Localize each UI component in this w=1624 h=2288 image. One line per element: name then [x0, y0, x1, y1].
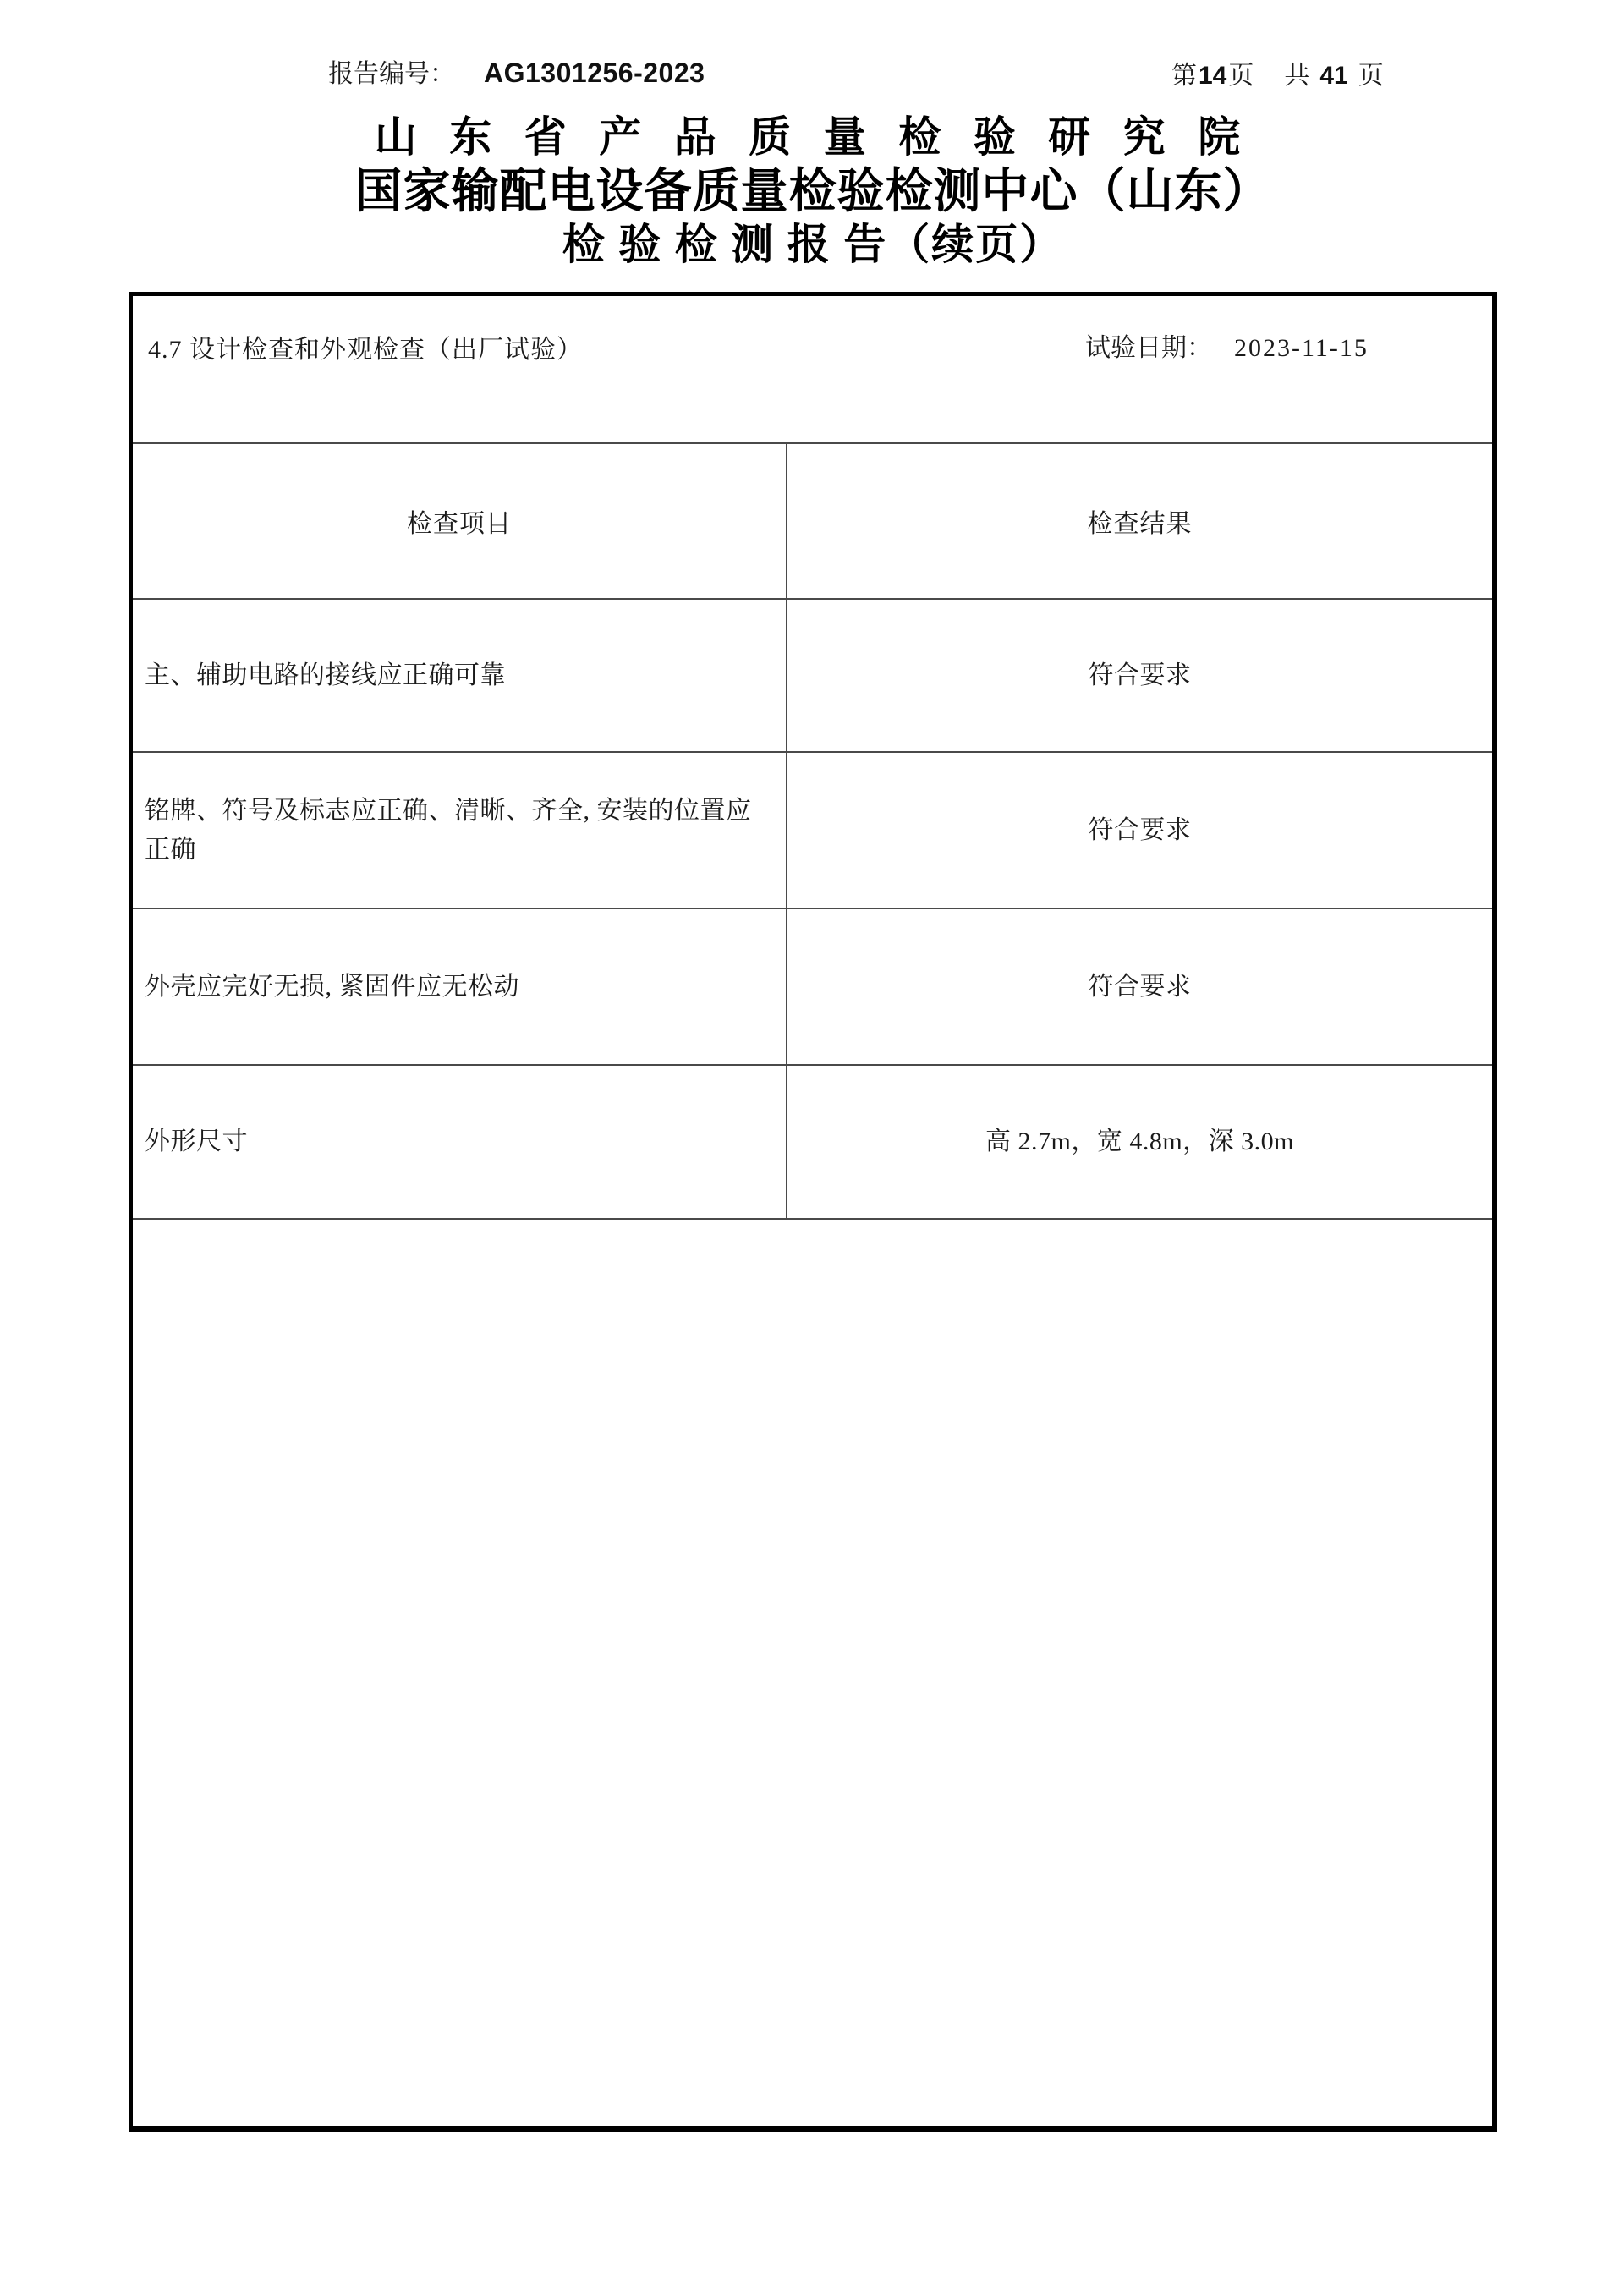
table-row-result: 符合要求	[787, 598, 1492, 751]
report-number-value: AG1301256-2023	[484, 58, 705, 88]
test-date-label: 试验日期：	[1085, 334, 1212, 362]
report-number-line	[328, 52, 705, 90]
page-word-gong: 共	[1284, 62, 1310, 90]
section-heading: 4.7 设计检查和外观检查（出厂试验）	[148, 336, 583, 364]
table-row-item: 外壳应完好无损, 紧固件应无松动	[133, 908, 787, 1064]
section-heading-row	[133, 296, 1492, 442]
table-row-item: 铭牌、符号及标志应正确、清晰、齐全, 安装的位置应正确	[133, 751, 787, 908]
test-date-line	[1085, 326, 1369, 364]
center-name-title: 国家输配电设备质量检验检测中心（山东）	[354, 166, 1271, 218]
page-current-number: 14	[1199, 62, 1227, 90]
inspection-table	[129, 292, 1497, 2132]
table-row-item: 主、辅助电路的接线应正确可靠	[133, 598, 787, 751]
table-row-item: 外形尺寸	[133, 1064, 787, 1218]
report-type-title: 检 验 检 测 报 告（续页）	[562, 221, 1064, 268]
page-word-di: 第	[1171, 62, 1197, 90]
report-number-label: 报告编号：	[328, 60, 455, 88]
page-word-ye: 页	[1228, 62, 1254, 90]
page-word-ye2: 页	[1358, 62, 1384, 90]
test-date-value: 2023-11-15	[1234, 334, 1369, 362]
empty-table-area	[133, 1218, 1492, 2126]
column-header-item: 检查项目	[133, 442, 787, 598]
table-row-result: 高 2.7m，宽 4.8m，深 3.0m	[787, 1064, 1492, 1218]
table-row-result: 符合要求	[787, 751, 1492, 908]
institute-name-title: 山 东 省 产 品 质 量 检 验 研 究 院	[374, 113, 1252, 161]
column-header-result: 检查结果	[787, 442, 1492, 598]
table-row-result: 符合要求	[787, 908, 1492, 1064]
page-indicator	[1171, 54, 1384, 91]
document-title-block	[129, 110, 1497, 269]
page-total-number: 41	[1320, 62, 1348, 90]
